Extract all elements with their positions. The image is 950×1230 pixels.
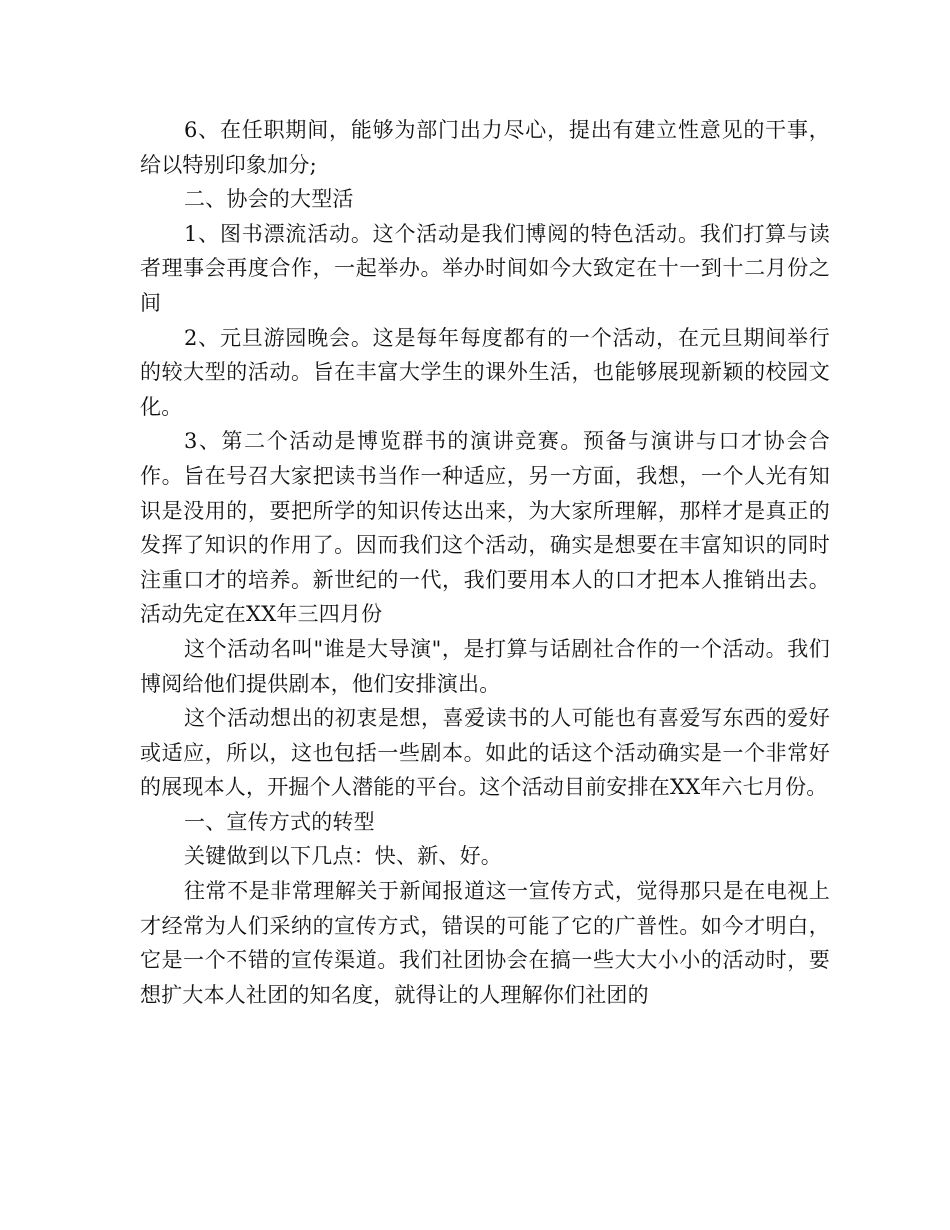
section-heading: 一、宣传方式的转型 <box>184 809 375 834</box>
section-heading: 二、协会的大型活 <box>184 187 354 212</box>
paragraph: 往常不是非常理解关于新闻报道这一宣传方式，觉得那只是在电视上才经常为人们采纳的宣传方式，错误的可能了它的广普性。如今才明白，它是一个不错的宣传渠道。我们社团协会在搞一些大大小小的活动时，要想扩大本人社团的知名度，就得让的人理解你们社团的 <box>140 879 830 1007</box>
paragraph: 3、第二个活动是博览群书的演讲竞赛。预备与演讲与口才协会合作。旨在号召大家把读书当作一种适应，另一方面，我想，一个人光有知识是没用的，要把所学的知识传达出来，为大家所理解，那样才是真正的发挥了知识的作用了。因而我们这个活动，确实是想要在丰富知识的同时注重口才的培养。新世纪的一代，我们要用本人的口才把本人推销出去。活动先定在XX年三四月份 <box>140 429 830 627</box>
document-body <box>140 113 830 1012</box>
paragraph: 这个活动名叫"谁是大导演"，是打算与话剧社合作的一个活动。我们博阅给他们提供剧本，他们安排演出。 <box>140 636 830 696</box>
paragraph: 关键做到以下几点：快、新、好。 <box>184 844 502 869</box>
paragraph: 6、在任职期间，能够为部门出力尽心，提出有建立性意见的干事，给以特别印象加分; <box>140 118 830 177</box>
paragraph: 这个活动想出的初衷是想，喜爱读书的人可能也有喜爱写东西的爱好或适应，所以，这也包括一些剧本。如此的话这个活动确实是一个非常好的展现本人，开掘个人潜能的平台。这个活动目前安排在XX年六七月份。 <box>140 706 830 800</box>
paragraph: 2、元旦游园晚会。这是每年每度都有的一个活动，在元旦期间举行的较大型的活动。旨在丰富大学生的课外生活，也能够展现新颖的校园文化。 <box>140 325 830 419</box>
paragraph: 1、图书漂流活动。这个活动是我们博阅的特色活动。我们打算与读者理事会再度合作，一起举办。举办时间如今大致定在十一到十二月份之间 <box>140 221 830 315</box>
